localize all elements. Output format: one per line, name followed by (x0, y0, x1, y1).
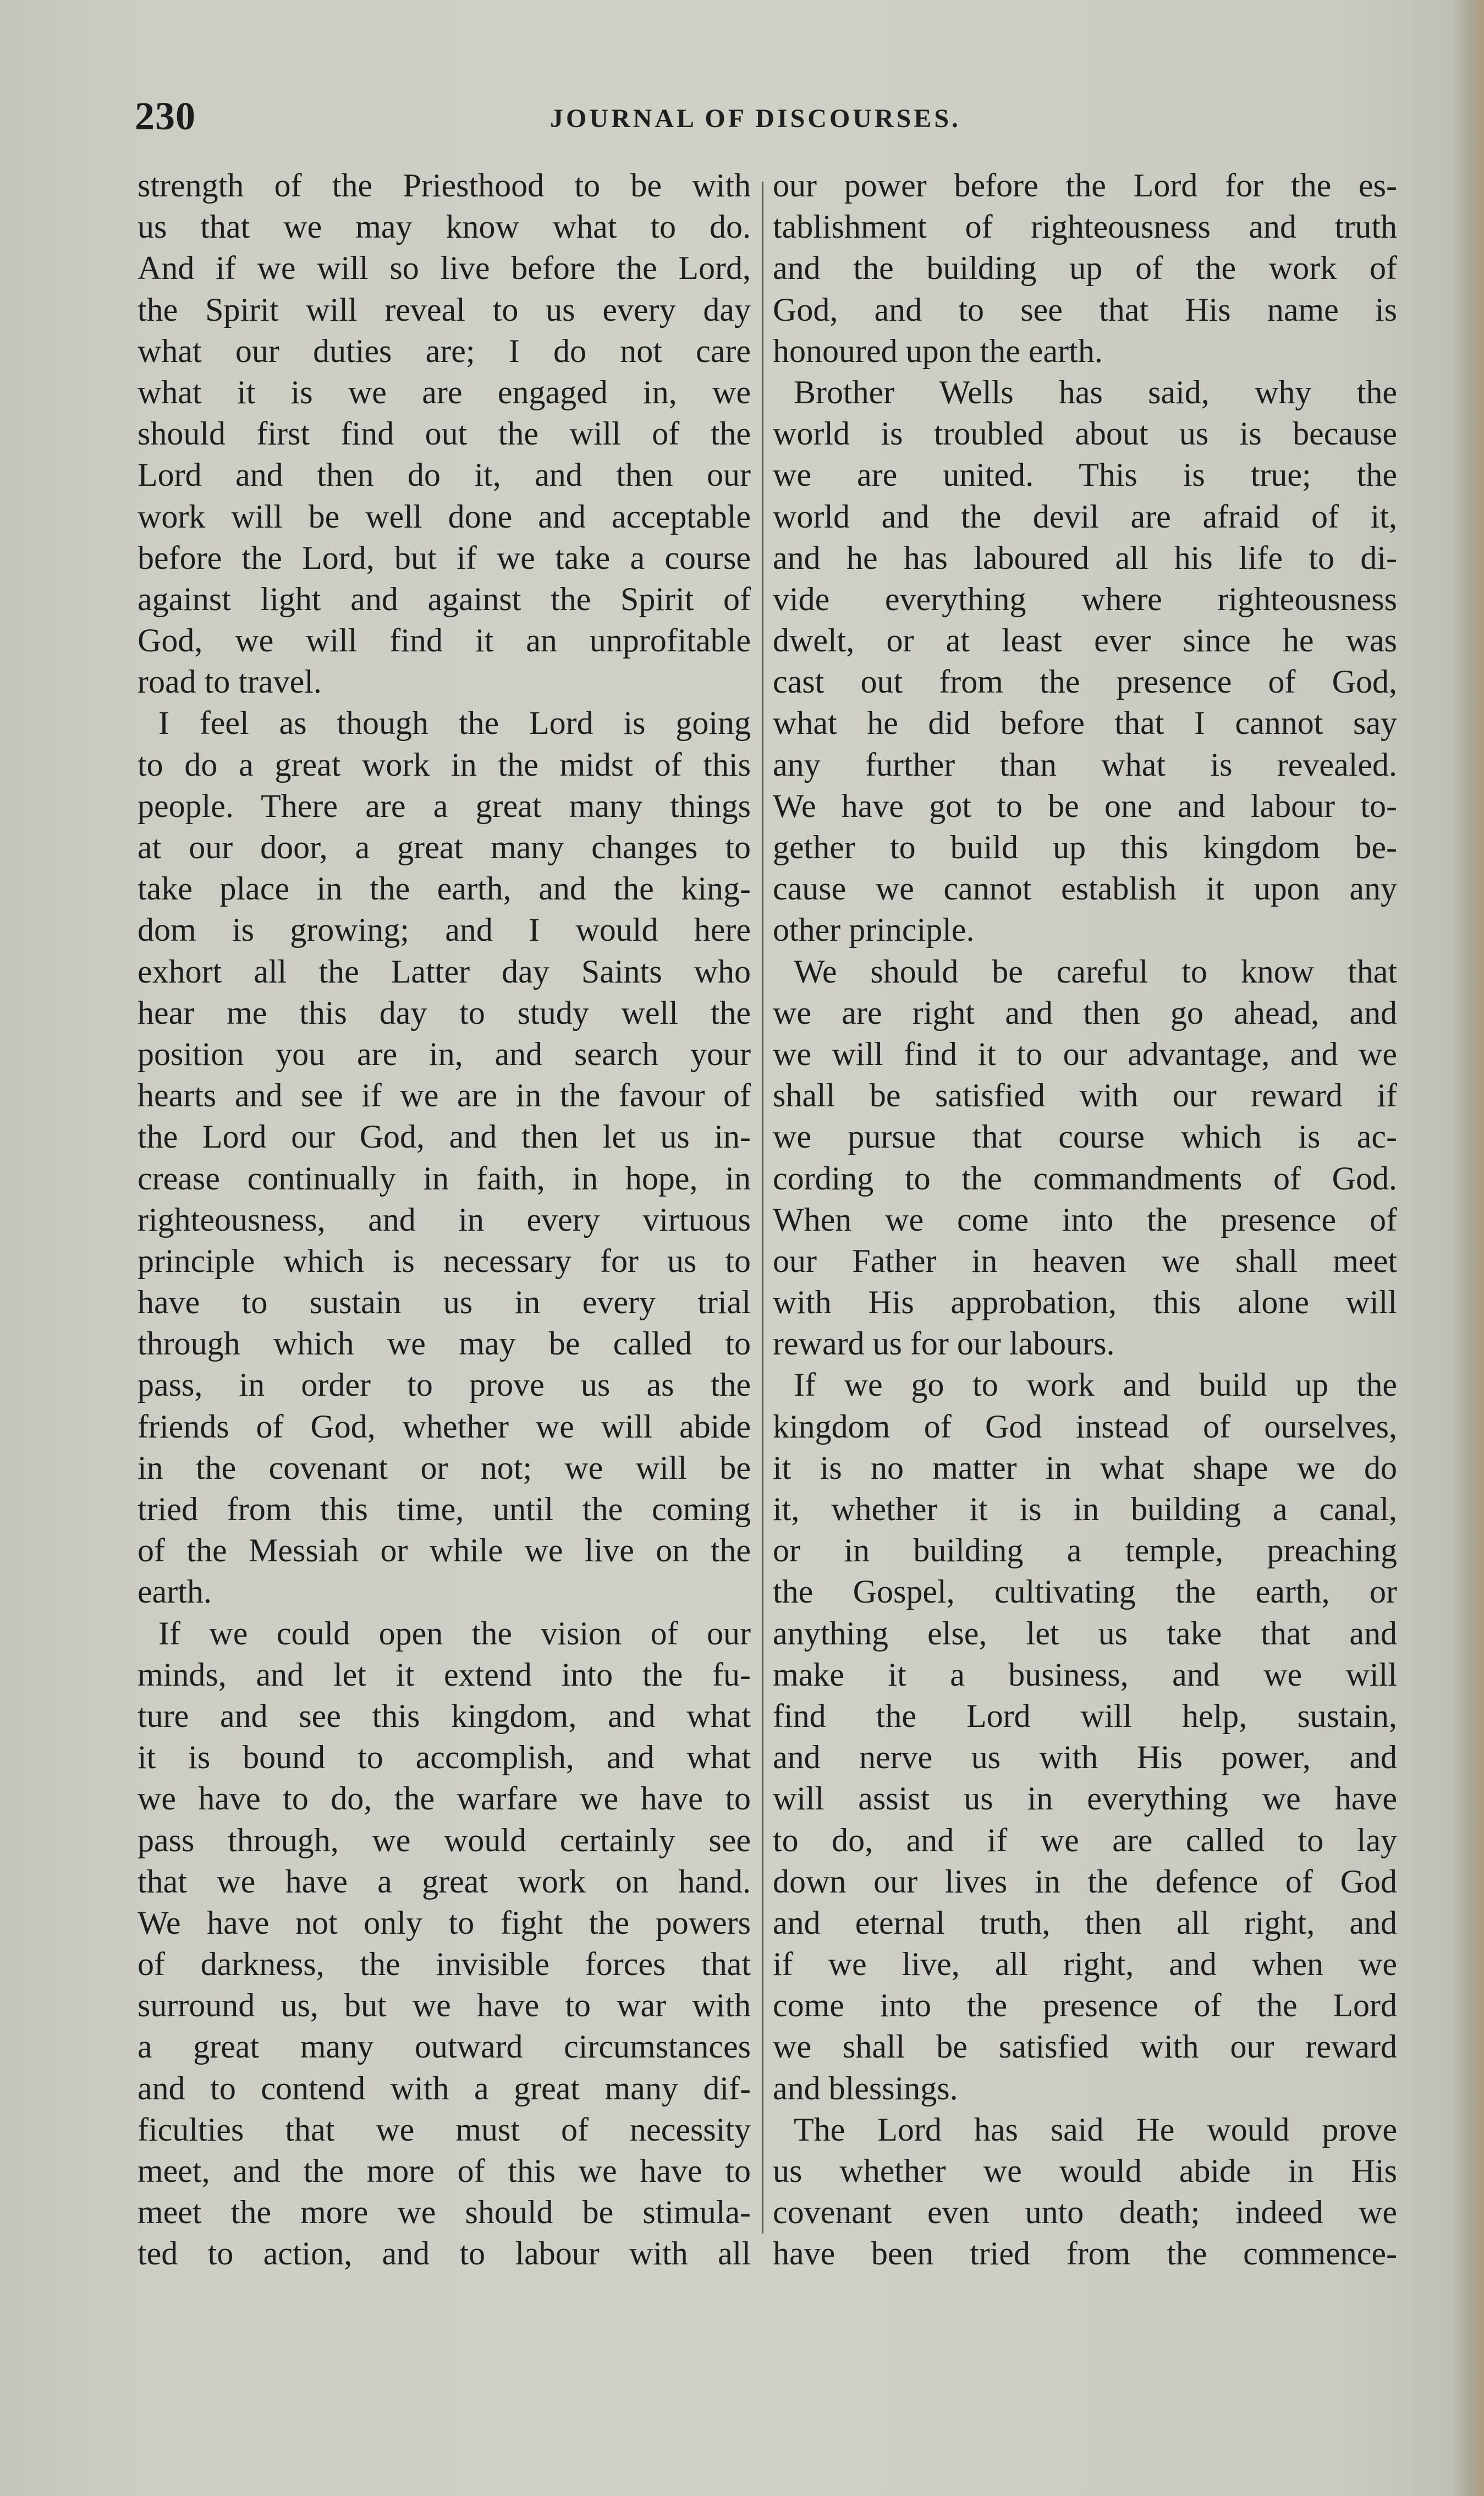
text-line: of the Messiah or while we live on the (138, 1532, 751, 1569)
text-line: it, whether it is in building a canal, (773, 1491, 1397, 1527)
text-line: cast out from the presence of God, (773, 663, 1397, 700)
text-line: hear me this day to study well the (138, 994, 751, 1031)
text-line: people. There are a great many things (138, 787, 751, 824)
text-line: have to sustain us in every trial (138, 1284, 751, 1321)
column-divider (762, 182, 763, 2234)
text-line: covenant even unto death; indeed we (773, 2194, 1397, 2231)
text-line: any further than what is revealed. (773, 746, 1397, 783)
text-line: ted to action, and to labour with all (138, 2235, 751, 2272)
text-line: friends of God, whether we will abide (138, 1408, 751, 1445)
text-line: what our duties are; I do not care (138, 332, 751, 369)
text-line: us whether we would abide in His (773, 2153, 1397, 2189)
text-line: or in building a temple, preaching (773, 1532, 1397, 1569)
text-line: position you are in, and search your (138, 1035, 751, 1072)
left-text-column (138, 165, 751, 2275)
text-line: meet the more we should be stimula- (138, 2194, 751, 2231)
text-line: reward us for our labours. (773, 1325, 1115, 1362)
text-line: and blessings. (773, 2070, 958, 2106)
text-line: in the covenant or not; we will be (138, 1449, 751, 1486)
text-line: down our lives in the defence of God (773, 1863, 1397, 1900)
text-line: righteousness, and in every virtuous (138, 1201, 751, 1238)
text-line: meet, and the more of this we have to (138, 2153, 751, 2189)
text-line: what he did before that I cannot say (773, 705, 1397, 742)
text-line: the Spirit will reveal to us every day (138, 291, 751, 328)
text-line: what it is we are engaged in, we (138, 374, 751, 410)
page-edge-shadow (1451, 0, 1484, 2496)
text-line: ture and see this kingdom, and what (138, 1697, 751, 1734)
text-line: pass, in order to prove us as the (138, 1367, 751, 1403)
text-line: will assist us in everything we have (773, 1780, 1397, 1817)
text-line: it is no matter in what shape we do (773, 1449, 1397, 1486)
text-line: we are right and then go ahead, and (773, 994, 1397, 1031)
text-line: world and the devil are afraid of it, (773, 498, 1397, 535)
text-line: a great many outward circumstances (138, 2028, 751, 2065)
text-line: we are united. This is true; the (773, 457, 1397, 493)
text-line: find the Lord will help, sustain, (773, 1697, 1397, 1734)
text-line: we have to do, the warfare we have to (138, 1780, 751, 1817)
right-text-column (773, 165, 1397, 2275)
text-line: If we go to work and build up the (794, 1367, 1397, 1403)
text-line: if we live, all right, and when we (773, 1946, 1397, 1983)
text-line: exhort all the Latter day Saints who (138, 953, 751, 990)
text-line: dwelt, or at least ever since he was (773, 622, 1397, 659)
text-line: the Gospel, cultivating the earth, or (773, 1573, 1397, 1610)
text-line: we shall be satisfied with our reward (773, 2028, 1397, 2065)
text-line: vide everything where righteousness (773, 580, 1397, 617)
text-line: and he has laboured all his life to di- (773, 539, 1397, 576)
text-line: We should be careful to know that (794, 953, 1397, 990)
text-line: world is troubled about us is because (773, 415, 1397, 452)
text-line: kingdom of God instead of ourselves, (773, 1408, 1397, 1445)
text-line: should first find out the will of the (138, 415, 751, 452)
text-line: Lord and then do it, and then our (138, 457, 751, 493)
text-line: anything else, let us take that and (773, 1615, 1397, 1652)
text-line: shall be satisfied with our reward if (773, 1077, 1397, 1114)
text-line: God, we will find it an unprofitable (138, 622, 751, 659)
text-line: and eternal truth, then all right, and (773, 1904, 1397, 1941)
text-line: we pursue that course which is ac- (773, 1118, 1397, 1155)
text-line: tried from this time, until the coming (138, 1491, 751, 1527)
text-line: surround us, but we have to war with (138, 1987, 751, 2024)
text-line: tablishment of righteousness and truth (773, 209, 1397, 245)
text-line: gether to build up this kingdom be- (773, 829, 1397, 865)
text-line: The Lord has said He would prove (794, 2111, 1397, 2148)
text-line: crease continually in faith, in hope, in (138, 1160, 751, 1197)
text-line: And if we will so live before the Lord, (138, 250, 751, 287)
text-line: us that we may know what to do. (138, 209, 751, 245)
text-line: against light and against the Spirit of (138, 580, 751, 617)
text-line: the Lord our God, and then let us in- (138, 1118, 751, 1155)
text-line: and to contend with a great many dif- (138, 2070, 751, 2106)
text-line: pass through, we would certainly see (138, 1822, 751, 1858)
text-line: strength of the Priesthood to be with (138, 167, 751, 204)
text-line: of darkness, the invisible forces that (138, 1946, 751, 1983)
text-line: to do, and if we are called to lay (773, 1822, 1397, 1858)
text-line: cause we cannot establish it upon any (773, 870, 1397, 907)
text-line: have been tried from the commence- (773, 2235, 1397, 2272)
text-line: work will be well done and acceptable (138, 498, 751, 535)
text-line: minds, and let it extend into the fu- (138, 1656, 751, 1693)
text-line: We have not only to fight the powers (138, 1904, 751, 1941)
text-line: at our door, a great many changes to (138, 829, 751, 865)
text-line: cording to the commandments of God. (773, 1160, 1397, 1197)
text-line: earth. (138, 1573, 212, 1610)
text-line: make it a business, and we will (773, 1656, 1397, 1693)
text-line: other principle. (773, 912, 975, 948)
text-line: we will find it to our advantage, and we (773, 1035, 1397, 1072)
text-line: God, and to see that His name is (773, 291, 1397, 328)
text-line: principle which is necessary for us to (138, 1242, 751, 1279)
text-line: hearts and see if we are in the favour of (138, 1077, 751, 1114)
text-line: Brother Wells has said, why the (794, 374, 1397, 410)
text-line: and the building up of the work of (773, 250, 1397, 287)
text-line: and nerve us with His power, and (773, 1739, 1397, 1776)
text-line: come into the presence of the Lord (773, 1987, 1397, 2024)
text-line: When we come into the presence of (773, 1201, 1397, 1238)
text-line: our Father in heaven we shall meet (773, 1242, 1397, 1279)
text-line: road to travel. (138, 663, 322, 700)
running-head: JOURNAL OF DISCOURSES. (550, 104, 961, 133)
text-line: We have got to be one and labour to- (773, 787, 1397, 824)
text-line: dom is growing; and I would here (138, 912, 751, 948)
page-number: 230 (135, 94, 196, 138)
text-line: before the Lord, but if we take a course (138, 539, 751, 576)
text-line: If we could open the vision of our (158, 1615, 751, 1652)
text-line: it is bound to accomplish, and what (138, 1739, 751, 1776)
text-line: ficulties that we must of necessity (138, 2111, 751, 2148)
text-line: to do a great work in the midst of this (138, 746, 751, 783)
text-line: take place in the earth, and the king- (138, 870, 751, 907)
text-line: with His approbation, this alone will (773, 1284, 1397, 1321)
text-line: honoured upon the earth. (773, 332, 1103, 369)
text-line: I feel as though the Lord is going (158, 705, 751, 742)
text-line: through which we may be called to (138, 1325, 751, 1362)
text-line: that we have a great work on hand. (138, 1863, 751, 1900)
text-line: our power before the Lord for the es- (773, 167, 1397, 204)
